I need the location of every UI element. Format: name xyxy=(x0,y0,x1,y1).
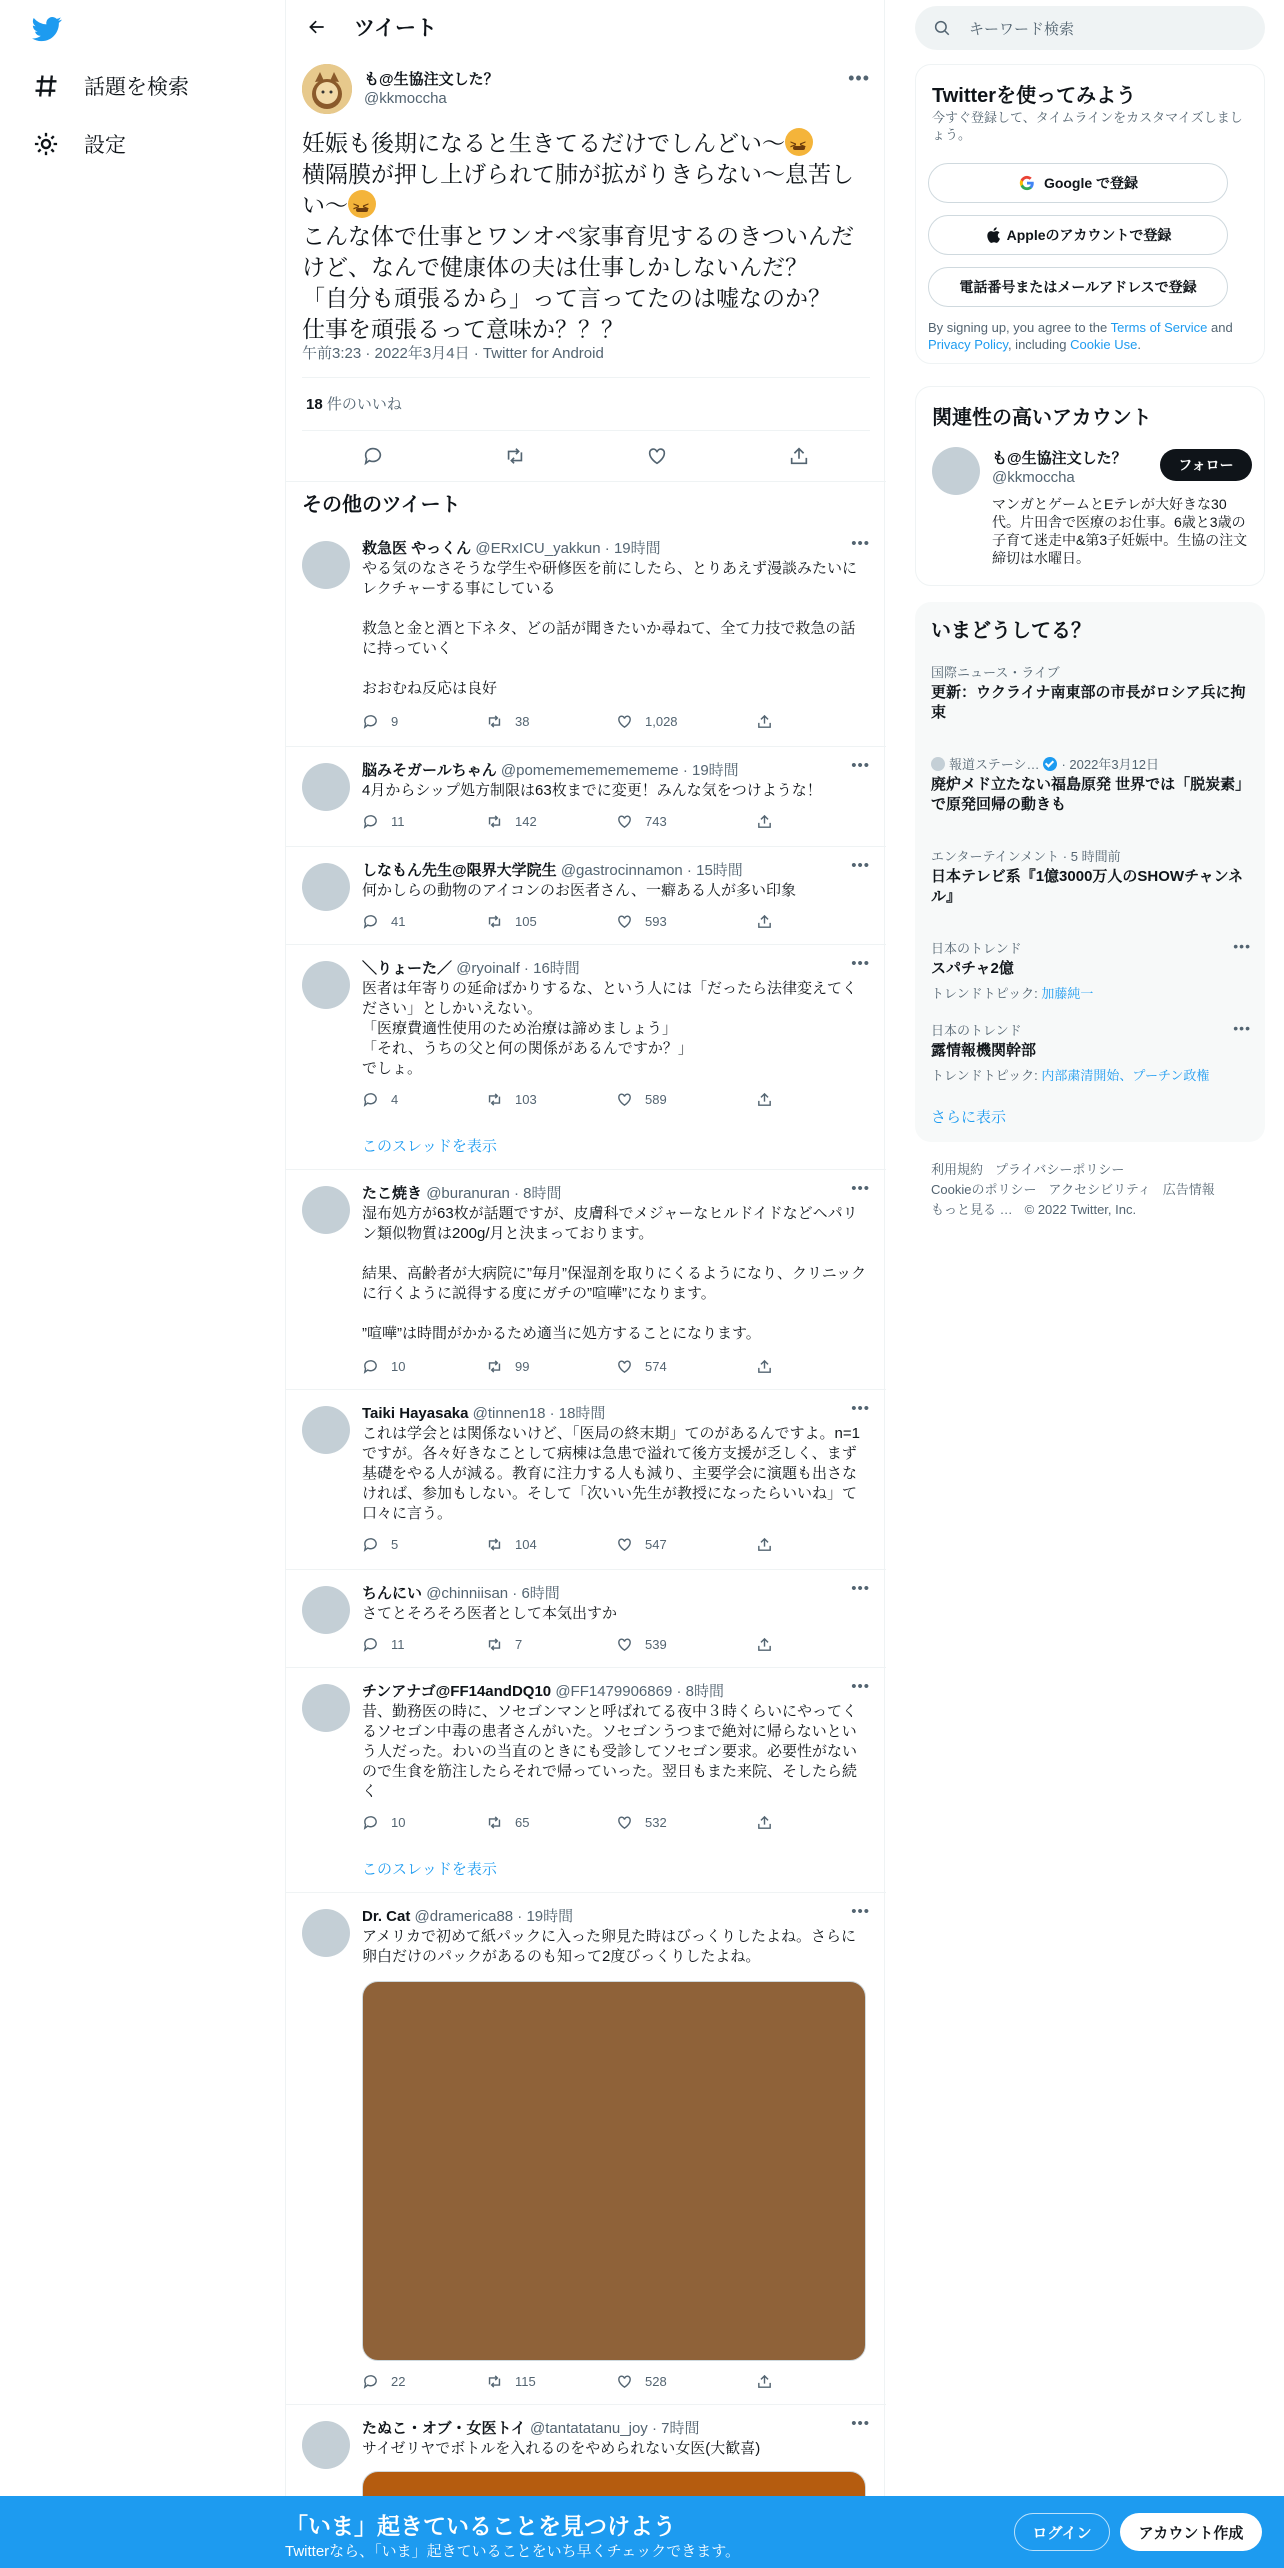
tweet-header xyxy=(362,1402,605,1423)
trend-topic-link[interactable]: 内部粛清開始、プーチン政権 xyxy=(1041,1068,1210,1083)
account-bio: マンガとゲームとEテレが大好きな30代。片田舎で医療のお仕事。6歳と3歳の子育て迷走中&第3子妊娠中。生協の注文締切は水曜日。 xyxy=(992,496,1248,566)
reply-icon xyxy=(362,1636,379,1653)
retweet-count: 105 xyxy=(515,914,537,929)
retweet-icon xyxy=(486,2373,503,2390)
author-name[interactable]: も@生協注文した？ xyxy=(364,71,499,88)
footer-more-link[interactable]: もっと見る … xyxy=(931,1202,1013,1217)
divider xyxy=(302,377,870,378)
share-icon[interactable] xyxy=(788,445,810,467)
author-handle[interactable]: @tantatatanu_joy · 7時間 xyxy=(529,2420,700,2437)
reply-action[interactable] xyxy=(362,1091,398,1108)
tweet-actions xyxy=(362,2373,792,2393)
reply-icon xyxy=(362,813,379,830)
author-name[interactable]: たぬこ・オブ・女医トイ xyxy=(362,2420,526,2437)
tweet-card[interactable] xyxy=(286,945,886,1170)
trend-item[interactable] xyxy=(931,662,1251,723)
avatar[interactable] xyxy=(302,1406,350,1454)
share-action[interactable] xyxy=(756,913,785,930)
retweet-action[interactable] xyxy=(486,1536,537,1553)
footer-copyright: © 2022 Twitter, Inc. xyxy=(1024,1202,1137,1217)
reply-icon xyxy=(362,1814,379,1831)
tweet-card[interactable] xyxy=(286,1390,886,1570)
reply-action[interactable] xyxy=(362,1358,405,1375)
reply-count: 9 xyxy=(391,714,399,729)
more-options-icon[interactable]: ••• xyxy=(851,1400,870,1417)
reply-action[interactable] xyxy=(362,2373,405,2390)
tweet-card[interactable] xyxy=(286,525,886,747)
signup-terms xyxy=(928,319,1252,353)
author-handle[interactable]: @dramerica88 · 19時間 xyxy=(414,1908,574,1925)
tweet-actions xyxy=(302,431,870,481)
tweet-card[interactable] xyxy=(286,1893,886,2405)
tweet-actions xyxy=(362,1814,792,1834)
tweet-actions xyxy=(362,913,792,933)
tweet-text: サイゼリヤでボトルを入れるのをやめられない女医(大歓喜) xyxy=(362,2440,761,2457)
like-count: 1,028 xyxy=(645,714,678,729)
account-name[interactable]: も@生協注文した？ xyxy=(992,450,1127,467)
retweet-action[interactable] xyxy=(486,2373,536,2390)
tweet-header xyxy=(362,759,739,780)
retweet-icon xyxy=(486,713,503,730)
tweet-header xyxy=(362,2417,699,2438)
reply-action[interactable] xyxy=(362,1636,405,1653)
avatar[interactable] xyxy=(302,763,350,811)
trend-topic xyxy=(931,983,1251,1002)
reply-count: 4 xyxy=(391,1092,399,1107)
retweet-icon[interactable] xyxy=(504,445,526,467)
retweet-count: 115 xyxy=(515,2374,536,2389)
more-options-icon[interactable]: ••• xyxy=(851,1180,870,1197)
trend-title: スパチャ2億 xyxy=(931,960,1014,977)
retweet-icon xyxy=(486,1358,503,1375)
author-handle[interactable]: @FF1479906869 · 8時間 xyxy=(555,1683,724,1700)
avatar[interactable] xyxy=(302,1186,350,1234)
avatar[interactable] xyxy=(302,1909,350,1957)
phone-email-signup-label: 電話番号またはメールアドレスで登録 xyxy=(959,279,1197,295)
retweet-action[interactable] xyxy=(486,1814,529,1831)
google-icon xyxy=(1018,174,1036,192)
author-handle[interactable]: @kkmoccha xyxy=(364,90,447,107)
reply-action[interactable] xyxy=(362,913,405,930)
google-signup-label: Google で登録 xyxy=(1043,175,1139,191)
trend-category: 国際ニュース・ライブ xyxy=(931,665,1060,680)
persevering-face-icon xyxy=(785,128,813,156)
apple-signup-button[interactable] xyxy=(928,215,1228,255)
tweet-media-image[interactable] xyxy=(362,1981,866,2361)
share-action[interactable] xyxy=(756,1358,785,1375)
news-source-avatar xyxy=(931,757,945,771)
tweet-header xyxy=(362,1582,560,1603)
share-icon xyxy=(756,1091,773,1108)
terms-text: , including xyxy=(1007,337,1071,352)
trend-more-icon[interactable]: ••• xyxy=(1233,1020,1251,1036)
footer-links xyxy=(931,1160,1251,1220)
twitter-logo-icon[interactable] xyxy=(30,14,70,44)
left-navigation xyxy=(0,0,285,2568)
reply-count: 22 xyxy=(391,2374,406,2389)
share-icon xyxy=(756,813,773,830)
like-action[interactable] xyxy=(616,1636,667,1653)
like-action[interactable] xyxy=(616,2373,667,2390)
author-name[interactable]: ＼りょーた／ xyxy=(362,960,453,977)
reply-icon xyxy=(362,713,379,730)
divider xyxy=(286,481,886,482)
avatar[interactable] xyxy=(302,1586,350,1634)
likes-label: 件のいいね xyxy=(322,396,402,413)
tweet-actions xyxy=(362,1636,792,1656)
tweet-text-part: 妊娠も後期になると生きてるだけでしんどい～ xyxy=(302,130,785,156)
share-icon xyxy=(756,1358,773,1375)
footer-terms-link[interactable]: 利用規約 xyxy=(931,1162,984,1177)
share-icon xyxy=(756,713,773,730)
author-handle[interactable]: @tinnen18 · 18時間 xyxy=(472,1405,606,1422)
main-column xyxy=(285,0,885,2568)
trend-category: エンターテインメント · 5 時間前 xyxy=(931,849,1121,864)
share-action[interactable] xyxy=(756,2373,785,2390)
tweet-text: アメリカで初めて紙パックに入った卵見た時はびっくりしたよね。さらに卵白だけのパックがあるのも知って2度びっくりしたよね。 xyxy=(362,1928,856,1965)
share-action[interactable] xyxy=(756,1091,785,1108)
tweet-text-part: こんな体で仕事とワンオペ家事育児するのきついんだけど、なんで健康体の夫は仕事しかしないんだ？ 「自分も頑張るから」って言ってたのは嘘なのか？ 仕事を頑張るって意味か？？？ xyxy=(302,223,854,342)
tweet-header xyxy=(362,537,661,558)
apple-icon xyxy=(985,226,1001,244)
relevant-accounts-title: 関連性の高いアカウント xyxy=(932,407,1152,429)
trends-card xyxy=(915,602,1265,1142)
banner-subtext: Twitterなら、「いま」起きていることをいち早くチェックできます。 xyxy=(285,2543,741,2560)
search-input[interactable]: キーワード検索 xyxy=(969,20,1075,38)
share-icon xyxy=(756,1636,773,1653)
more-tweets-heading: その他のツイート xyxy=(302,494,461,516)
retweet-count: 65 xyxy=(515,1815,530,1830)
share-action[interactable] xyxy=(756,1814,785,1831)
more-options-icon[interactable]: ••• xyxy=(848,68,870,88)
author-name[interactable]: たこ焼き xyxy=(362,1185,423,1202)
like-count: 532 xyxy=(645,1815,667,1830)
more-options-icon[interactable]: ••• xyxy=(851,955,870,972)
page-title: ツイート xyxy=(354,17,437,40)
tweet-card[interactable] xyxy=(286,1570,886,1668)
search-bar[interactable] xyxy=(915,6,1265,50)
persevering-face-icon xyxy=(348,190,376,218)
tweet-text: 医者は年寄りの延命ばかりするな、という人には「だったら法律変えてください」としかいえない。 「医療費適性使用のため治療は諦めましょう」 「それ、うちの父と何の関係があるんですか？」 でしょ。 xyxy=(362,980,858,1077)
like-count: 539 xyxy=(645,1637,667,1652)
tweet-card[interactable] xyxy=(286,847,886,945)
retweet-action[interactable] xyxy=(486,1636,522,1653)
avatar[interactable] xyxy=(302,541,350,589)
back-button[interactable] xyxy=(300,10,334,44)
like-icon xyxy=(616,1358,633,1375)
trend-item[interactable] xyxy=(931,1020,1251,1084)
author-name[interactable]: ちんにい xyxy=(362,1585,423,1602)
share-icon xyxy=(756,2373,773,2390)
like-action[interactable] xyxy=(616,913,667,930)
nav-explore[interactable] xyxy=(32,62,189,110)
trend-title: 日本テレビ系『1億3000万人のSHOWチャンネル』 xyxy=(931,868,1244,905)
more-options-icon[interactable]: ••• xyxy=(851,2415,870,2432)
like-count: 528 xyxy=(645,2374,667,2389)
more-options-icon[interactable]: ••• xyxy=(851,1580,870,1597)
tweet-actions xyxy=(362,1091,792,1111)
like-icon xyxy=(616,1536,633,1553)
terms-text: . xyxy=(1137,337,1141,352)
relevant-accounts-card xyxy=(915,386,1265,586)
author-name[interactable]: Taiki Hayasaka xyxy=(362,1405,469,1422)
like-icon xyxy=(616,813,633,830)
author-name[interactable]: しなもん先生@限界大学院生 xyxy=(362,862,557,879)
tweet-header xyxy=(362,957,580,978)
like-icon xyxy=(616,1636,633,1653)
author-name[interactable]: Dr. Cat xyxy=(362,1908,411,1925)
reply-count: 41 xyxy=(391,914,406,929)
reply-icon xyxy=(362,913,379,930)
trend-category: 日本のトレンド xyxy=(931,1023,1022,1038)
share-action[interactable] xyxy=(756,713,785,730)
tweet-actions xyxy=(362,813,792,833)
trend-title: 廃炉メド立たない福島原発 世界では「脱炭素」で原発回帰の動きも xyxy=(931,776,1251,813)
tweet-text: 昔、勤務医の時に、ソセゴンマンと呼ばれてる夜中３時くらいにやってくるソセゴン中毒の患者さんがいた。ソセゴンうつまで絶対に帰らないという人だった。わいの当直のときにも受診してソセゴン要求。必要性がないので生食を筋注したらそれで帰っていった。翌日もまた来院、そしたら続く xyxy=(362,1703,858,1800)
avatar[interactable] xyxy=(302,961,350,1009)
like-action[interactable] xyxy=(616,1091,667,1108)
account-handle[interactable]: @kkmoccha xyxy=(992,469,1075,486)
tweet-header xyxy=(362,1182,561,1203)
nav-explore-label: 話題を検索 xyxy=(84,76,189,99)
reply-icon xyxy=(362,2373,379,2390)
retweet-count: 99 xyxy=(515,1359,530,1374)
trend-topic-link[interactable]: 加藤純一 xyxy=(1041,986,1094,1001)
trend-category xyxy=(931,754,1251,773)
like-icon xyxy=(616,713,633,730)
terms-text: and xyxy=(1207,320,1233,335)
footer-privacy-link[interactable]: プライバシーポリシー xyxy=(995,1162,1125,1177)
share-action[interactable] xyxy=(756,813,785,830)
signup-description: 今すぐ登録して、タイムラインをカスタマイズしましょう。 xyxy=(932,110,1243,142)
like-icon[interactable] xyxy=(646,445,668,467)
apple-signup-label: Appleのアカウントで登録 xyxy=(1006,227,1172,243)
banner-headline: 「いま」起きていることを見つけよう xyxy=(285,2513,676,2539)
retweet-action[interactable] xyxy=(486,1358,529,1375)
more-options-icon[interactable]: ••• xyxy=(851,857,870,874)
reply-count: 11 xyxy=(391,814,405,829)
nav-settings[interactable] xyxy=(32,120,126,168)
like-icon xyxy=(616,1091,633,1108)
author-handle[interactable]: @ERxICU_yakkun · 19時間 xyxy=(475,540,661,557)
like-action[interactable] xyxy=(616,1358,667,1375)
tweet-text xyxy=(302,128,870,345)
author-name[interactable]: チンアナゴ@FF14andDQ10 xyxy=(362,1683,552,1700)
trend-title: 露情報機関幹部 xyxy=(931,1042,1037,1059)
footer-accessibility-link[interactable]: アクセシビリティ xyxy=(1048,1182,1151,1197)
verified-badge-icon xyxy=(1043,757,1057,771)
retweet-icon xyxy=(486,913,503,930)
avatar[interactable] xyxy=(302,863,350,911)
more-options-icon[interactable]: ••• xyxy=(851,535,870,552)
like-action[interactable] xyxy=(616,813,667,830)
like-action[interactable] xyxy=(616,713,678,730)
likes-summary[interactable] xyxy=(306,393,402,414)
like-icon xyxy=(616,913,633,930)
signup-button[interactable]: アカウント作成 xyxy=(1120,2513,1262,2551)
retweet-count: 103 xyxy=(515,1092,537,1107)
bottom-signup-banner xyxy=(0,2496,1284,2568)
like-count: 589 xyxy=(645,1092,667,1107)
reply-count: 10 xyxy=(391,1815,406,1830)
google-signup-button[interactable] xyxy=(928,163,1228,203)
footer-cookie-link[interactable]: Cookieのポリシー xyxy=(931,1182,1037,1197)
reply-count: 11 xyxy=(391,1637,405,1652)
footer-ads-link[interactable]: 広告情報 xyxy=(1162,1182,1215,1197)
author-name[interactable]: 脳みそガールちゃん xyxy=(362,762,497,779)
retweet-icon xyxy=(486,1091,503,1108)
more-options-icon[interactable]: ••• xyxy=(851,757,870,774)
trend-more-icon[interactable]: ••• xyxy=(1233,938,1251,954)
retweet-action[interactable] xyxy=(486,713,529,730)
reply-icon xyxy=(362,1536,379,1553)
trend-topic xyxy=(931,1065,1251,1084)
retweet-icon xyxy=(486,813,503,830)
author-handle[interactable]: @buranuran · 8時間 xyxy=(426,1185,562,1202)
more-options-icon[interactable]: ••• xyxy=(851,1903,870,1920)
signup-card xyxy=(915,64,1265,364)
tweet-actions xyxy=(362,1358,792,1378)
reply-icon[interactable] xyxy=(362,445,384,467)
tweet-header xyxy=(362,1680,724,1701)
retweet-action[interactable] xyxy=(486,913,537,930)
gear-icon xyxy=(32,130,60,158)
retweet-icon xyxy=(486,1536,503,1553)
tweet-actions xyxy=(362,713,792,733)
trend-topic-label: トレンドトピック: xyxy=(931,1068,1042,1083)
tweet-text: 湿布処方が63枚が話題ですが、皮膚科でメジャーなヒルドイドなどヘパリン類似物質は200g/月と決まっております。 結果、高齢者が大病院に”毎月”保湿剤を取りにくるようになり、クリニックに行くように説得する度にガチの”喧嘩”になります。 ”喧嘩”は時間がかかるため適当に処方することになります。 xyxy=(362,1205,867,1342)
nav-settings-label: 設定 xyxy=(84,134,126,157)
reply-action[interactable] xyxy=(362,1536,398,1553)
reply-icon xyxy=(362,1091,379,1108)
reply-action[interactable] xyxy=(362,1814,405,1831)
retweet-count: 142 xyxy=(515,814,537,829)
like-icon xyxy=(616,1814,633,1831)
privacy-policy-link[interactable]: Privacy Policy xyxy=(928,337,1008,352)
tweet-card[interactable] xyxy=(286,747,886,847)
tweet-text: これは学会とは関係ないけど、「医局の終末期」てのがあるんですよ。n=1ですが。各々好きなことして病棟は急患で溢れて後方支援が乏しく、まず基礎をやる人が減る。教育に注力する人も減り、主要学会に演題も出さなければ、参加もしない。そして「次いい先生が教授になったらいいね」て口々に言う。 xyxy=(362,1425,860,1522)
share-icon xyxy=(756,1814,773,1831)
cookie-use-link[interactable]: Cookie Use xyxy=(1070,337,1138,352)
reply-icon xyxy=(362,1358,379,1375)
author-name[interactable]: 救急医 やっくん xyxy=(362,540,472,557)
like-count: 593 xyxy=(645,914,667,929)
retweet-count: 38 xyxy=(515,714,530,729)
show-thread-link[interactable]: このスレッドを表示 xyxy=(362,1138,497,1155)
show-more-link[interactable]: さらに表示 xyxy=(931,1109,1007,1126)
tweet-header xyxy=(286,0,886,54)
reply-count: 10 xyxy=(391,1359,406,1374)
share-action[interactable] xyxy=(756,1536,785,1553)
avatar[interactable] xyxy=(932,447,980,495)
reply-action[interactable] xyxy=(362,713,398,730)
tweet-timestamp[interactable]: 午前3:23 · 2022年3月4日 · Twitter for Android xyxy=(302,345,604,362)
avatar[interactable] xyxy=(302,64,352,114)
tweet-header xyxy=(362,859,743,880)
author-handle[interactable]: @pomememememememe · 19時間 xyxy=(500,762,739,779)
reply-action[interactable] xyxy=(362,813,405,830)
trend-item[interactable] xyxy=(931,754,1251,815)
tweet-text: 4月からシップ処方制限は63枚までに変更！みんな気をつけような！ xyxy=(362,782,822,799)
share-icon xyxy=(756,913,773,930)
like-action[interactable] xyxy=(616,1536,667,1553)
trends-title: いまどうしてる？ xyxy=(931,620,1091,642)
trend-title: 更新：ウクライナ南東部の市長がロシア兵に拘束 xyxy=(931,684,1246,721)
retweet-action[interactable] xyxy=(486,1091,537,1108)
hashtag-icon xyxy=(32,72,60,100)
share-action[interactable] xyxy=(756,1636,785,1653)
like-count: 743 xyxy=(645,814,667,829)
show-thread-link[interactable]: このスレッドを表示 xyxy=(362,1861,497,1878)
trend-date: · 2022年3月12日 xyxy=(1061,757,1160,772)
retweet-count: 7 xyxy=(515,1637,523,1652)
trend-category: 日本のトレンド xyxy=(931,941,1022,956)
terms-text: By signing up, you agree to the xyxy=(928,320,1111,335)
terms-of-service-link[interactable]: Terms of Service xyxy=(1110,320,1208,335)
like-count: 547 xyxy=(645,1537,667,1552)
like-icon xyxy=(616,2373,633,2390)
author-handle[interactable]: @gastrocinnamon · 15時間 xyxy=(560,862,743,879)
avatar[interactable] xyxy=(302,1684,350,1732)
tweet-text-part: 横隔膜が押し上げられて肺が拡がりきらない～息苦しい～ xyxy=(302,161,854,218)
tweet-text: 何かしらの動物のアイコンのお医者さん、一癖ある人が多い印象 xyxy=(362,882,796,899)
tweet-card[interactable] xyxy=(286,1668,886,1893)
reply-count: 5 xyxy=(391,1537,399,1552)
author-handle[interactable]: @ryoinalf · 16時間 xyxy=(456,960,580,977)
search-icon xyxy=(933,19,951,37)
phone-email-signup-button[interactable] xyxy=(928,267,1228,307)
author-handle[interactable]: @chinniisan · 6時間 xyxy=(426,1585,560,1602)
tweet-card[interactable] xyxy=(286,1170,886,1390)
tweet-text: さてとそろそろ医者として本気出すか xyxy=(362,1605,618,1622)
back-arrow-icon xyxy=(307,17,327,37)
more-options-icon[interactable]: ••• xyxy=(851,1678,870,1695)
trend-item[interactable] xyxy=(931,846,1251,907)
like-count: 574 xyxy=(645,1359,667,1374)
trend-source: 報道ステーシ… xyxy=(949,757,1040,772)
signup-title: Twitterを使ってみよう xyxy=(932,85,1137,107)
likes-count: 18 xyxy=(306,396,323,413)
trend-item[interactable] xyxy=(931,938,1251,1002)
avatar[interactable] xyxy=(302,2421,350,2469)
retweet-count: 104 xyxy=(515,1537,537,1552)
share-icon xyxy=(756,1536,773,1553)
tweet-text: やる気のなさそうな学生や研修医を前にしたら、とりあえず漫談みたいにレクチャーする事にしている 救急と金と酒と下ネタ、どの話が聞きたいか尋ねて、全て力技で救急の話に持っていく おおむね反応は良好 xyxy=(362,560,858,697)
trend-topic-label: トレンドトピック: xyxy=(931,986,1042,1001)
retweet-icon xyxy=(486,1814,503,1831)
login-button[interactable]: ログイン xyxy=(1014,2513,1110,2551)
like-action[interactable] xyxy=(616,1814,667,1831)
retweet-action[interactable] xyxy=(486,813,537,830)
tweet-header xyxy=(362,1905,573,1926)
follow-button[interactable]: フォロー xyxy=(1160,449,1252,481)
retweet-icon xyxy=(486,1636,503,1653)
tweet-actions xyxy=(362,1536,792,1556)
